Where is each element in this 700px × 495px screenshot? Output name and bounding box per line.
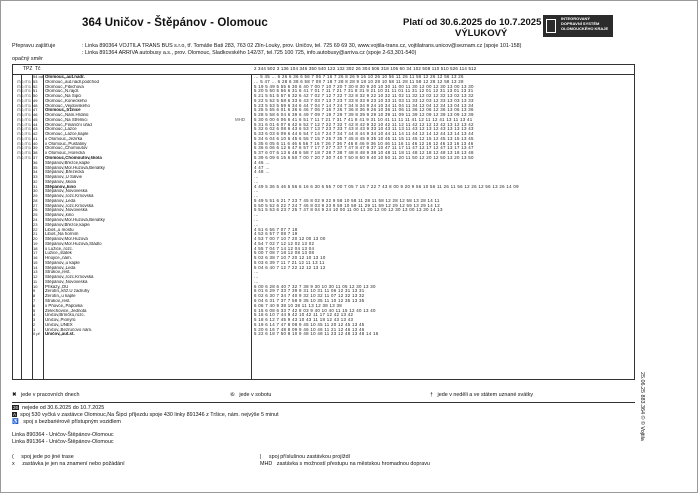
stop-tc: 2 bbox=[33, 321, 36, 327]
stop-name: Uničov,Brníčko,rozc. bbox=[45, 313, 85, 318]
stop-tc: 40 bbox=[33, 140, 38, 146]
stop-tc: 19 bbox=[33, 240, 38, 246]
stop-times: 4 47 … bbox=[254, 165, 270, 170]
stop-name: Olomouc,Chomoutov,škola bbox=[45, 156, 102, 161]
stop-zone: IT/0,IT/1 bbox=[16, 146, 31, 151]
stop-times: 6 01 6 29 7 33 7 39 9 31 10 31 11 06 12 31 13 31 bbox=[254, 289, 365, 294]
stop-name: x Olomouc,,Jeziřka bbox=[45, 136, 83, 141]
stop-name: Uničov,,aut.st. bbox=[45, 332, 75, 337]
carrier-1: : Linka 890364 VOJTILA TRANS BUS s.r.o, tř. Tomáše Bati 283, 763 02 Zlín-Louky, prov. Uničov, tel. 725 69 69 30, www.vojtila-trans.cz, vojtilatrans.unicov@seznam.cz (spoje 101-158) bbox=[82, 43, 522, 49]
stop-tc: 44 bbox=[33, 121, 38, 127]
stop-tc: 23 bbox=[33, 221, 38, 227]
stop-times: 5 35 6 05 6 11 6 46 6 56 7 16 7 26 7 36 7 46 8 46 9 36 10 46 11 16 11 46 12 16 12 46 13 16 13 46 bbox=[254, 141, 474, 146]
stop-name: Olomouc,,aut.nádr. bbox=[45, 75, 85, 79]
stop-tc: 48 bbox=[33, 102, 38, 108]
table-header bbox=[13, 65, 634, 75]
stop-tc: 26 bbox=[33, 207, 38, 213]
stop-tc: 46 bbox=[33, 112, 38, 118]
stop-times: … bbox=[254, 270, 259, 275]
stop-tc: 36 bbox=[33, 159, 38, 165]
stop-tc: 28 bbox=[33, 197, 38, 203]
stop-zone: IT/0,IT/1 bbox=[16, 122, 31, 127]
print-code: 25.06.25 883.364 © © Vojtila bbox=[639, 372, 645, 441]
legend-mhd: MHD zastávka s možností přestupu na městskou hromadnou dopravu bbox=[260, 461, 430, 467]
stop-name: Příkazy,,OÚ bbox=[45, 284, 69, 289]
stop-tc: 43 bbox=[33, 126, 38, 132]
stop-tc: 16 bbox=[33, 255, 38, 261]
stop-times: 5 34 6 04 6 10 6 45 6 55 7 15 7 25 7 35 7 45 8 45 9 35 10 45 11 15 11 45 12 15 12 45 13 15 13 45 bbox=[254, 136, 474, 141]
legend-saturday: ⑥ jede v sobotu bbox=[230, 392, 272, 398]
stop-tc: 13 bbox=[33, 269, 38, 275]
stop-name: Strukov,,rest. bbox=[45, 270, 71, 275]
stop-tc: 37 bbox=[33, 155, 38, 161]
stop-times: 4 48 … bbox=[254, 170, 270, 175]
timetable-mode: VÝLUKOVÝ bbox=[455, 28, 508, 39]
stop-tc: 47 bbox=[33, 107, 38, 113]
stop-times: 5 30 6 00 6 06 6 41 6 51 7 11 7 21 7 31 7 41 8 41 9 31 10 41 11 11 11 41 12 11 12 41 13 11 13 41 bbox=[254, 117, 473, 122]
stop-tc: 50 bbox=[33, 93, 38, 99]
stop-tc: 52 bbox=[33, 83, 38, 89]
validity-period: Platí od 30.6.2025 do 10.7.2025 bbox=[403, 17, 542, 28]
stop-times: 5 37 6 07 6 13 6 48 6 58 7 18 7 28 7 38 7 48 8 48 9 38 10 48 11 18 11 48 12 18 12 48 13 18 13 48 bbox=[254, 151, 474, 156]
stop-times: 5 19 6 14 7 47 8 08 9 45 10 45 11 20 12 45 13 45 bbox=[254, 322, 365, 327]
stop-tc: 49 bbox=[33, 97, 38, 103]
stop-times: … 5 47 … 6 28 6 38 6 58 7 08 7 18 7 28 8 28 9 18 10 28 10 58 11 28 11 58 12 28 12 58 13 28 bbox=[254, 79, 464, 84]
stop-tc: 14 bbox=[33, 264, 38, 270]
stop-name: Štěpánov,,kino bbox=[45, 184, 76, 189]
stop-tc: 31 bbox=[33, 183, 38, 189]
opposite-direction-label: opačný směr bbox=[12, 56, 43, 62]
stop-tc: 25 bbox=[33, 212, 38, 218]
stop-tc: 8 bbox=[33, 293, 36, 299]
stop-times: 4 53 7 00 7 10 7 20 12 00 13 00 bbox=[254, 237, 326, 242]
legend-workdays: ✖ jede v pracovních dnech bbox=[12, 392, 80, 398]
stop-times: 5 31 6 01 6 07 6 42 6 52 7 12 7 22 7 32 7 42 8 42 9 32 10 42 11 12 11 42 12 12 12 42 13 12 13 42 bbox=[254, 122, 474, 127]
stop-list bbox=[13, 75, 634, 337]
stop-name: Strukov,,rest. bbox=[45, 298, 71, 303]
stop-name: Štěpánov,,rozc.Krnovská bbox=[45, 194, 94, 199]
stop-tc: 27 bbox=[33, 202, 38, 208]
stop-times: 5 50 5 52 6 22 7 24 7 46 8 03 9 23 9 59 10 59 11 29 11 59 12 29 12 59 13 29 14 12 bbox=[254, 203, 440, 208]
legend-note-26: 26 nejede od 30.6.2025 do 10.7.2025 bbox=[13, 405, 105, 411]
stop-tc: 53 bbox=[33, 78, 38, 84]
stop-tc: 38 bbox=[33, 150, 38, 156]
stop-zone: IT/0,IT/1 bbox=[16, 117, 31, 122]
stop-zone: IT/0,IT/1 bbox=[16, 151, 31, 156]
stop-name: x Lužice,,rozc. bbox=[45, 246, 74, 251]
stop-name: Želechovice,,Jednota bbox=[45, 308, 87, 313]
stop-name: Štěpánov,Mor.Huzová,Stádlo bbox=[45, 241, 102, 246]
stop-name: Uničov,,Pionýrů bbox=[45, 318, 76, 323]
stop-name: Štěpánov,,škola bbox=[45, 179, 76, 184]
stop-tc: 5 bbox=[33, 307, 36, 313]
stop-tc: 34 bbox=[33, 169, 38, 175]
stop-times: 5 51 5 53 6 23 7 25 7 47 8 04 9 24 10 00 11 00 11 30 12 00 12 30 13 00 13 30 14 13 bbox=[254, 208, 443, 213]
stop-tc: 24 bbox=[33, 216, 38, 222]
stop-name: Štěpánov,,u kaple bbox=[45, 260, 80, 265]
stop-name: Olomouc,,Koneckého bbox=[45, 98, 87, 103]
stop-zone: IT/0,IT/1 bbox=[16, 79, 31, 84]
stop-times: … bbox=[254, 213, 259, 218]
stop-times: 4 49 5 36 5 46 5 56 6 16 6 30 6 55 7 00 7 05 7 15 7 22 7 43 8 00 9 20 9 56 10 56 11 26 11 56 12 26 12 56 13 26 14 09 bbox=[254, 184, 519, 189]
stop-name: Štěpánov,Mor.Huzová,Benátky bbox=[45, 217, 105, 222]
stop-times: 5 23 5 53 5 59 6 34 6 44 7 04 7 14 7 24 7 34 8 34 9 24 10 34 11 04 11 34 12 04 12 34 13 04 13 34 bbox=[254, 103, 474, 108]
carrier-label: Přepravu zajišťuje bbox=[12, 43, 56, 49]
stop-name: Štěpánov,,Březecká bbox=[45, 170, 84, 175]
stop-zone: IT/0,IT/1 bbox=[16, 132, 31, 137]
stop-zone: IT/0,IT/1 bbox=[16, 89, 31, 94]
ids-logo-icon bbox=[546, 19, 556, 33]
stop-tc: 11 bbox=[33, 278, 38, 284]
stop-times: 4 46 … bbox=[254, 160, 270, 165]
stop-zone: IT/0,IT/1 bbox=[16, 108, 31, 113]
stop-name: Zerotín,,křiž.U zadruhy bbox=[45, 289, 90, 294]
stop-tc: 39 bbox=[33, 145, 38, 151]
stop-times: 5 18 6 12 7 45 9 43 10 43 11 18 12 43 13 43 bbox=[254, 318, 354, 323]
stop-tc: 29 bbox=[33, 193, 38, 199]
stop-times: 5 15 6 08 6 33 7 42 8 03 9 40 10 40 11 15 12 40 13 40 bbox=[254, 308, 376, 313]
legend-sunday: † jede v neděli a ve státem uznané svátky bbox=[430, 392, 534, 398]
stop-times: 5 04 6 40 7 12 7 22 12 12 13 12 bbox=[254, 265, 326, 270]
stop-name: Olomouc,,tržnice bbox=[45, 108, 81, 113]
stop-times: 5 32 6 02 6 08 6 43 6 53 7 13 7 23 7 33 7 43 8 43 9 33 10 43 11 13 11 43 12 13 12 43 13 13 13 43 bbox=[254, 127, 474, 132]
stop-tc: 21 bbox=[33, 231, 38, 237]
stop-tc: 20 bbox=[33, 236, 38, 242]
mhd-mark: MHD bbox=[235, 117, 245, 122]
stop-tc: 51 bbox=[33, 88, 38, 94]
stop-name: Lužice,,statek bbox=[45, 251, 72, 256]
legend-passes-through: | spoj příslušnou zastávkou projíždí bbox=[260, 454, 351, 460]
trip-numbers: 2 344 502 3 136 104 346 350 540 122 132 302 26 304 506 318 106 60 34 102 508 110 510 526 114 512 bbox=[254, 66, 477, 71]
stop-times: … bbox=[254, 279, 259, 284]
ids-logo-text: INTEGROVANÝ DOPRAVNÍ SYSTÉM OLOMOUCKÉHO KRAJE bbox=[561, 16, 609, 31]
stop-zone: IT/0,IT/1 bbox=[16, 136, 31, 141]
stop-tc: 0 př bbox=[33, 331, 40, 337]
legend-other-route: ( spoj jede po jiné trase bbox=[12, 454, 74, 460]
stop-times: … bbox=[254, 217, 259, 222]
timetable-table bbox=[12, 64, 635, 380]
legend-rule bbox=[12, 402, 635, 403]
stop-name: Uničov,,Bezručovo nám. bbox=[45, 327, 93, 332]
stop-tc: 41 bbox=[33, 135, 38, 141]
stop-times: 4 54 7 02 7 12 12 02 13 02 bbox=[254, 241, 315, 246]
stop-tc: 10 bbox=[33, 283, 38, 289]
stop-zone: IT/0,IT/1 bbox=[16, 113, 31, 118]
stop-tc: 22 bbox=[33, 226, 38, 232]
stop-times: 5 21 5 51 5 57 6 32 6 42 7 02 7 12 7 22 7 32 8 32 9 22 10 32 11 02 11 32 12 02 12 32 13 02 13 32 bbox=[254, 94, 474, 99]
stop-zone: IT/0,IT/1 bbox=[16, 84, 31, 89]
stop-times: … bbox=[254, 275, 259, 280]
legend-note-a: A spoj 530 vyčká v zastávce Olomouc,Na Šipci příjezdu spoje 430 linky 891346 z Tršice, nám. nejvýše 5 minut bbox=[13, 412, 279, 418]
stop-name: Štěpánov,,Leda bbox=[45, 265, 76, 270]
stop-zone: IT/0,IT/1 bbox=[16, 156, 31, 161]
stop-times: 5 36 6 06 6 12 6 47 6 57 7 17 7 27 7 37 7 47 8 47 9 37 10 47 11 17 11 47 12 17 12 47 13 17 13 47 bbox=[254, 146, 474, 151]
legend-note-wheelchair: ♿ spoj s bezbariérově přístupným vozidlem bbox=[12, 419, 121, 425]
stop-name: Olomouc,,Lazce,kaple bbox=[45, 132, 89, 137]
stop-name: Olomouc,,Na Střelnici bbox=[45, 117, 88, 122]
stop-times: 4 52 6 57 7 08 7 19 bbox=[254, 232, 298, 237]
stop-times: 5 19 5 49 5 55 6 30 6 40 7 00 7 10 7 20 7 30 8 30 9 20 10 30 11 00 11 30 12 00 12 30 13 00 13 30 bbox=[254, 84, 474, 89]
stop-name: Zerotín,,u kaple bbox=[45, 294, 76, 299]
stop-name: Štěpánov,,rozc.Krnovská bbox=[45, 203, 94, 208]
stop-name: Štěpánov,,kino bbox=[45, 213, 74, 218]
stop-tc: 30 bbox=[33, 188, 38, 194]
stop-name: Olomouc,,Finanční úřad bbox=[45, 122, 92, 127]
line-title: 364 Uničov - Štěpánov - Olomouc bbox=[82, 17, 268, 29]
stop-name: Štěpánov,,Leda bbox=[45, 198, 76, 203]
stop-zone: IT/0,IT/1 bbox=[16, 141, 31, 146]
stop-tc: 6 bbox=[33, 302, 36, 308]
stop-times: … bbox=[254, 175, 259, 180]
stop-tc: 17 bbox=[33, 250, 38, 256]
stop-times: 5 33 6 03 6 09 6 44 6 54 7 14 7 24 7 34 7 44 8 44 9 34 10 44 11 14 11 44 12 14 12 44 13 14 13 44 bbox=[254, 132, 474, 137]
stop-times: … bbox=[254, 222, 259, 227]
stop-times: … bbox=[254, 189, 259, 194]
stop-name: Štěpánov,Mor.Huzová bbox=[45, 237, 88, 242]
stop-name: Štěpánov,,U Salvie bbox=[45, 175, 83, 180]
linka-1: Linka 890364 - Uničov-Štěpánov-Olomouc bbox=[12, 432, 114, 438]
stop-name: Štěpánov,,rozc.Krnovská bbox=[45, 275, 94, 280]
stop-row bbox=[13, 332, 634, 337]
stop-zone: IT/0,IT/1 bbox=[16, 94, 31, 99]
stop-zone: IT/0,IT/1 bbox=[16, 98, 31, 103]
stop-tc: 15 bbox=[33, 259, 38, 265]
stop-name: Olomouc,,aut.nádr.podchod bbox=[45, 79, 99, 84]
stop-times: 5 16 6 10 7 44 9 42 10 42 11 17 12 42 13 42 bbox=[254, 313, 354, 318]
stop-name: Olomouc,,Chomoutov bbox=[45, 146, 88, 151]
stop-name: Olomouc,,Fibichova bbox=[45, 84, 84, 89]
stop-times: … bbox=[254, 194, 259, 199]
stop-name: Štěpánov,,Novoveská bbox=[45, 189, 88, 194]
stop-times: 5 02 6 38 7 10 7 20 12 10 13 10 bbox=[254, 256, 326, 261]
stop-tc: 1 bbox=[33, 326, 36, 332]
stop-zone: IT/0,IT/1 bbox=[16, 103, 31, 108]
stop-name: Hnojice,,nám. bbox=[45, 256, 72, 261]
stop-times: 5 20 5 50 5 56 6 31 6 41 7 01 7 11 7 21 7 31 8 31 9 21 10 31 11 01 11 31 12 01 12 31 13 01 13 31 bbox=[254, 89, 474, 94]
stop-name: Olomouc,,Lazce bbox=[45, 127, 77, 132]
stop-times: 5 22 5 52 5 58 6 33 6 43 7 03 7 13 7 23 7 33 8 33 9 23 10 33 11 03 11 33 12 03 12 33 13 03 13 33 bbox=[254, 98, 474, 103]
carrier-2: : Linka 891364 ARRIVA autobusy a.s., prov. Olomouc, Sladkovského 142/37, tel.725 100 725, info.autobusy@arriva.cz (spoje 2-63,301-540) bbox=[82, 50, 417, 56]
stop-times: … bbox=[254, 179, 259, 184]
stop-zone: IT/0,IT/1 bbox=[16, 127, 31, 132]
stop-times: … 5 45 … 6 26 6 36 6 56 7 06 7 16 7 26 8 26 9 16 10 26 10 56 11 26 11 56 12 26 12 56 13 26 bbox=[254, 75, 464, 79]
stop-tc: 7 bbox=[33, 297, 36, 303]
stop-times: 5 22 6 18 7 50 8 10 9 48 10 48 11 23 12 48 13 48 14 16 bbox=[254, 332, 379, 337]
stop-times: 5 25 5 55 6 01 6 36 6 46 7 06 7 16 7 26 7 36 8 36 9 26 10 36 11 06 11 36 12 06 12 36 13 06 13 36 bbox=[254, 108, 474, 113]
stop-times: 6 02 6 30 7 34 7 40 9 32 10 32 11 07 12 32 13 32 bbox=[254, 294, 365, 299]
stop-name: Liboš,,Na horním bbox=[45, 232, 79, 237]
stop-tc: 54 od bbox=[33, 74, 44, 79]
stop-name: x Pňovce,,Papůvka bbox=[45, 303, 83, 308]
stop-tc: 32 bbox=[33, 178, 38, 184]
stop-tc: 18 bbox=[33, 245, 38, 251]
col-zone-header: TPZ bbox=[23, 66, 33, 72]
stop-tc: 3 bbox=[33, 317, 36, 323]
stop-times: 5 20 6 16 7 48 8 09 9 46 10 46 11 21 12 46 13 46 bbox=[254, 327, 365, 332]
stop-tc: 9 bbox=[33, 288, 36, 294]
linka-2: Linka 891364 - Uničov-Štěpánov-Olomouc bbox=[12, 439, 114, 445]
stop-times: 4 55 7 04 7 14 12 04 13 04 bbox=[254, 246, 315, 251]
stop-tc: 35 bbox=[33, 164, 38, 170]
stop-times: 5 28 5 58 6 04 6 39 6 49 7 09 7 19 7 29 7 39 8 39 9 29 10 39 11 09 11 39 12 09 12 39 13 09 13 39 bbox=[254, 113, 474, 118]
stop-name: Štěpánov,Březce,kaple bbox=[45, 160, 90, 165]
legend-request-stop: x zastávka je jen na znamení nebo požádání bbox=[12, 461, 125, 467]
col-tc-header: Tč bbox=[35, 66, 41, 72]
stop-name: Olomouc,,Nám.Hrdinů bbox=[45, 113, 89, 118]
stop-name: Štěpánov,,Novoveská bbox=[45, 208, 88, 213]
stop-name: Olomouc,,Vejdovského bbox=[45, 103, 90, 108]
stop-name: Štěpánov,Březce,kaple bbox=[45, 222, 90, 227]
stop-name: Štěpánov,,Novoveská bbox=[45, 279, 88, 284]
stop-tc: 33 bbox=[33, 174, 38, 180]
stop-name: x Olomouc,,Horecká bbox=[45, 151, 85, 156]
stop-times: 5 49 5 51 6 21 7 23 7 45 8 02 9 22 9 58 10 58 11 28 11 58 12 28 12 58 13 28 14 11 bbox=[254, 198, 440, 203]
stop-times: 6 06 7 40 9 38 10 38 11 13 12 38 13 38 bbox=[254, 303, 342, 308]
stop-tc: 12 bbox=[33, 274, 38, 280]
stop-times: 5 03 6 39 7 11 7 21 12 11 13 11 bbox=[254, 260, 325, 265]
stop-name: Olomouc,,Na Šipci bbox=[45, 94, 82, 99]
stop-name: Olomouc,,N.rajdr. bbox=[45, 89, 80, 94]
stop-times: 5 39 6 09 6 15 6 50 7 00 7 20 7 30 7 40 7 50 8 50 9 40 10 50 11 20 11 50 12 20 12 50 13 20 13 50 bbox=[254, 156, 474, 161]
ids-logo bbox=[543, 15, 613, 37]
stop-name: Štěpánov,Mor.Huzová,Benátky bbox=[45, 165, 105, 170]
stop-times: 6 00 6 28 6 40 7 32 7 38 9 30 10 30 11 05 12 30 13 30 bbox=[254, 284, 376, 289]
stop-times: 6 04 6 31 7 37 7 58 9 35 10 35 11 10 12 35 13 35 bbox=[254, 298, 365, 303]
stop-times: 5 00 7 08 7 18 12 08 13 08 bbox=[254, 251, 315, 256]
stop-tc: 42 bbox=[33, 131, 38, 137]
stop-name: x Olomouc,,Pustatiny bbox=[45, 141, 87, 146]
wheelchair-icon: ♿ bbox=[12, 419, 19, 425]
stop-times: 4 51 6 56 7 07 7 18 bbox=[254, 227, 298, 232]
stop-tc: 45 bbox=[33, 116, 38, 122]
stop-name: Liboš,,u mostu bbox=[45, 227, 74, 232]
stop-name: Uničov,,UNEX bbox=[45, 322, 73, 327]
stop-tc: 4 bbox=[33, 312, 36, 318]
